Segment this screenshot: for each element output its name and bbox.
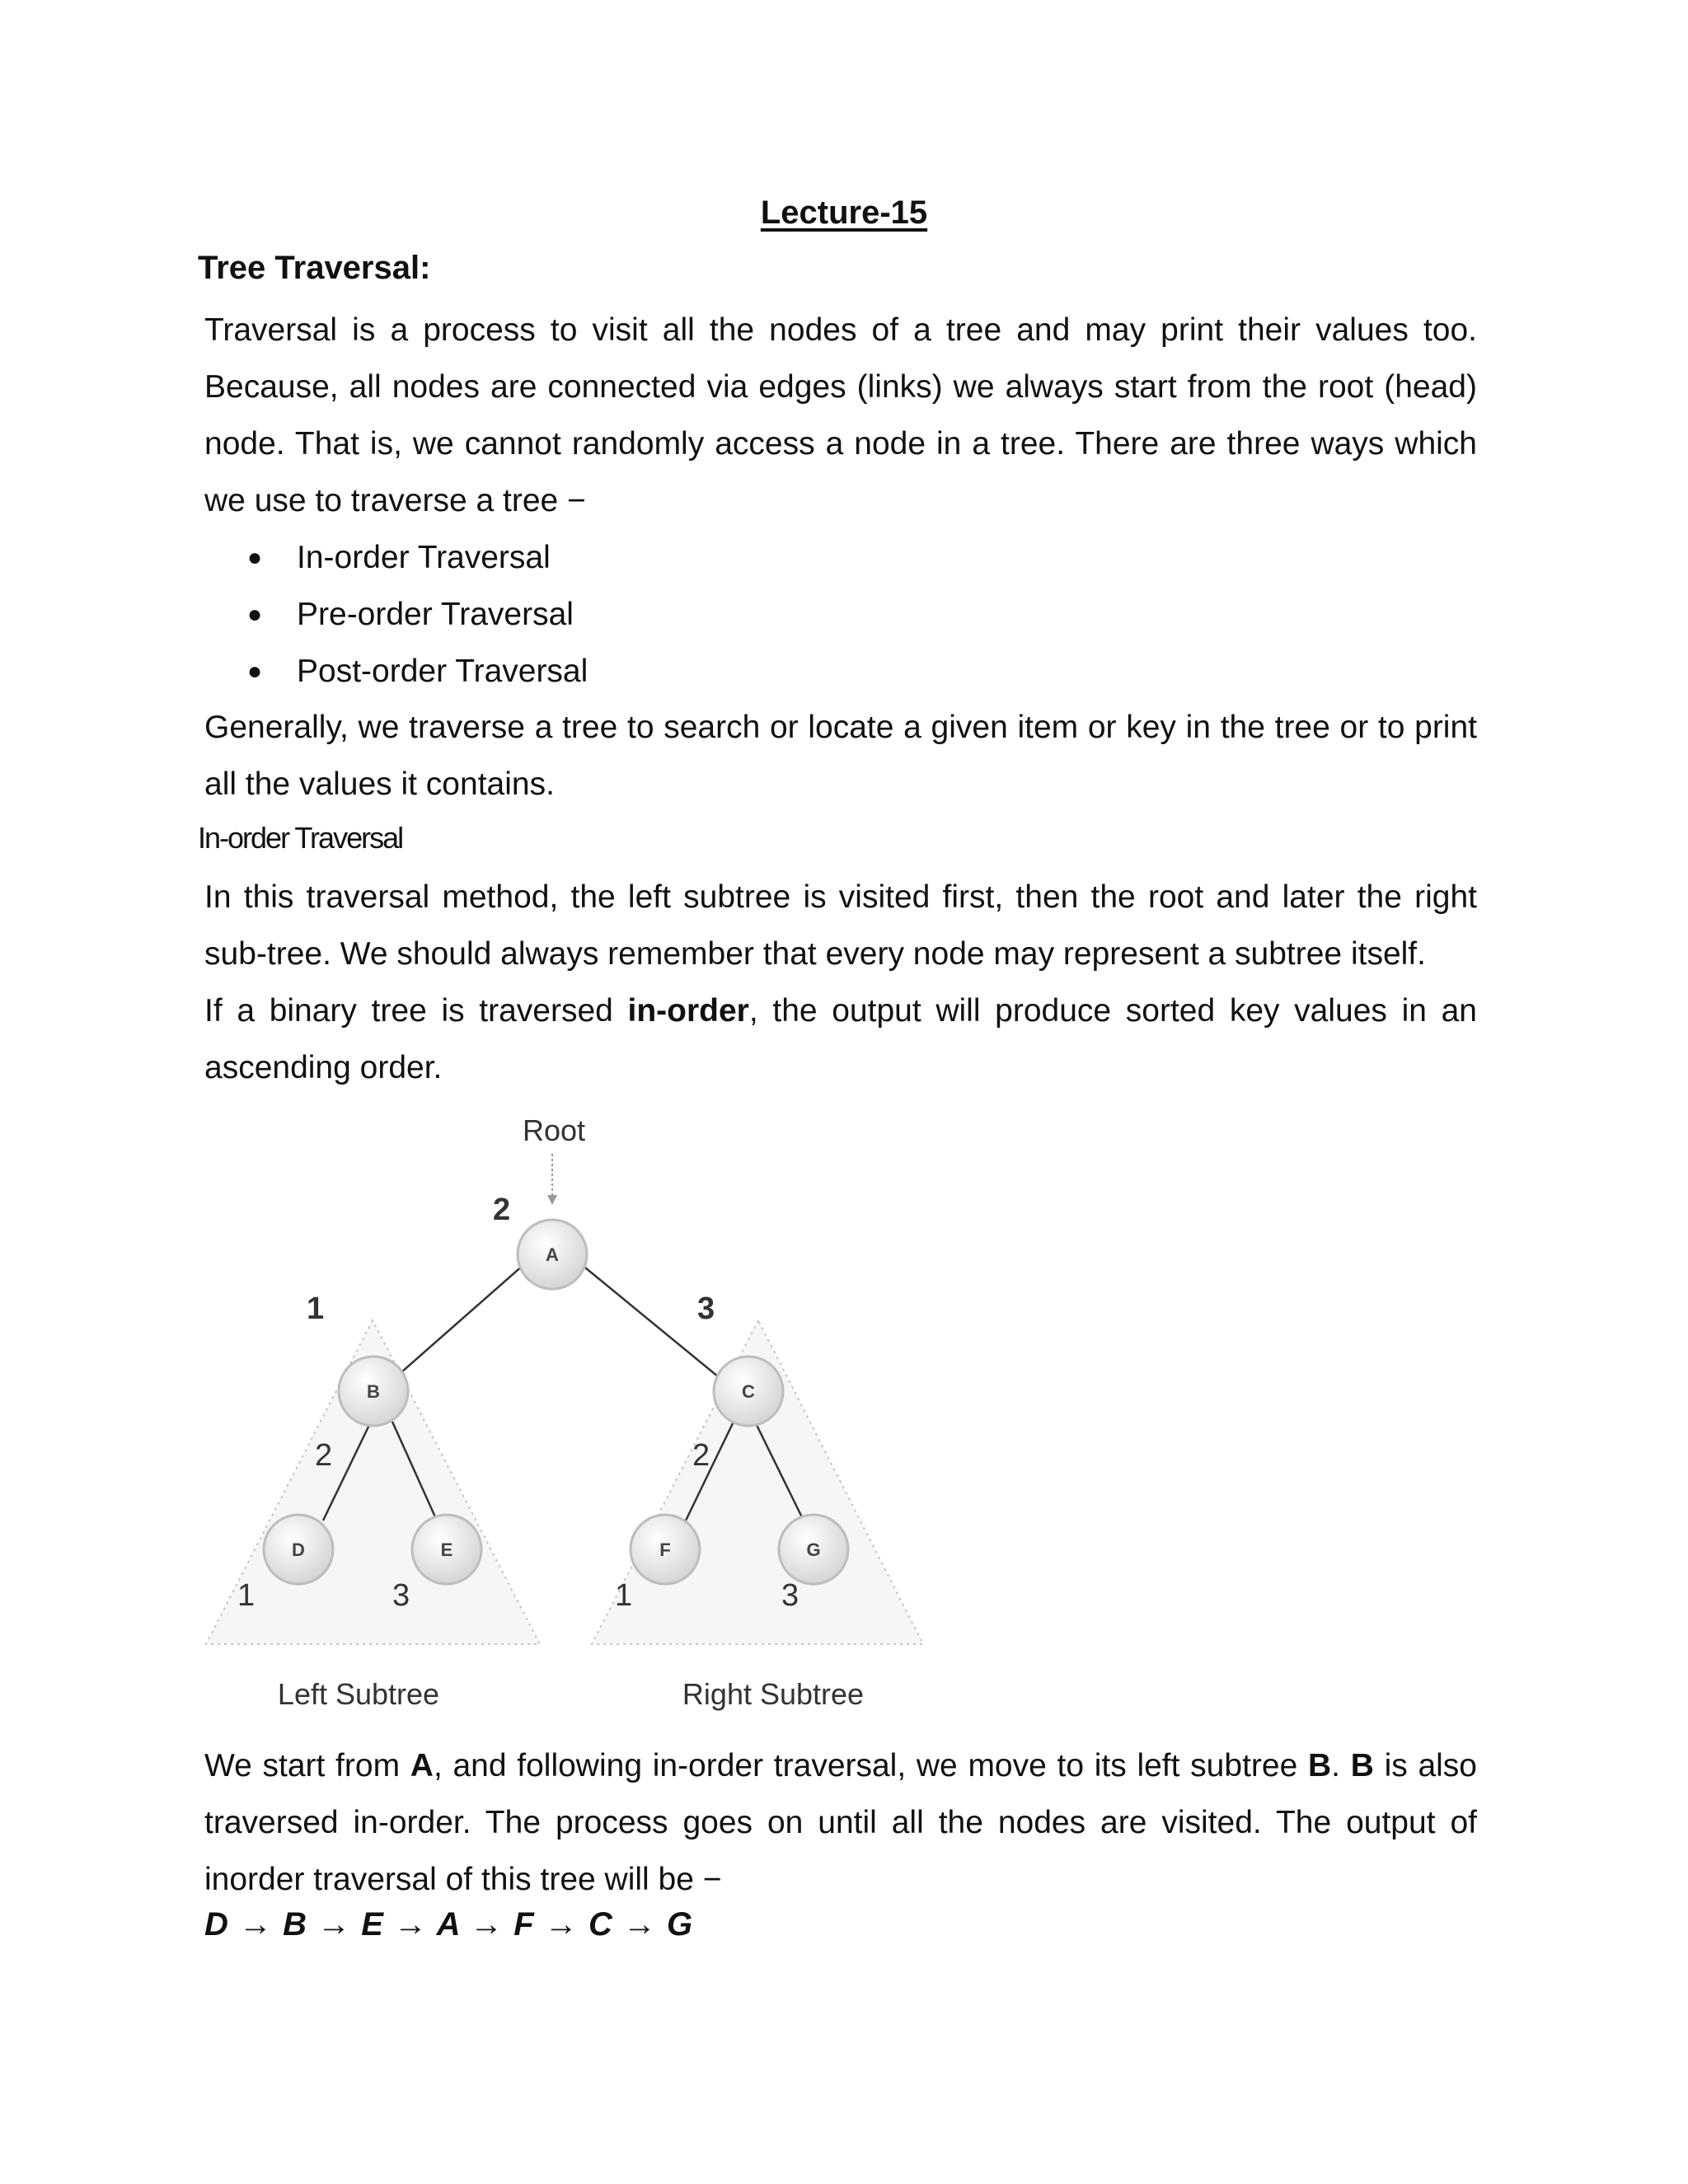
order-number-left-subtree: 1 <box>307 1291 325 1326</box>
bullet-icon: ● <box>247 601 263 628</box>
list-item-label: In-order Traversal <box>297 540 551 575</box>
left-subtree-caption: Left Subtree <box>277 1677 440 1711</box>
svg-text:A: A <box>546 1244 559 1265</box>
list-item-label: Pre-order Traversal <box>297 597 574 632</box>
order-number-d: 1 <box>237 1578 256 1613</box>
order-number-e: 3 <box>392 1578 410 1613</box>
inorder-description <box>204 869 1477 1096</box>
svg-text:F: F <box>659 1540 671 1560</box>
svg-text:C: C <box>742 1381 755 1402</box>
list-item <box>204 643 588 700</box>
inorder-output-sequence: D → B → E → A → F → C → G <box>204 1906 693 1943</box>
svg-text:B: B <box>367 1381 380 1402</box>
inorder-heading: In-order Traversal <box>198 821 403 855</box>
svg-text:E: E <box>440 1540 453 1560</box>
general-paragraph: Generally, we traverse a tree to search or locate a given item or key in the tree or to print all the values it contains. <box>204 710 1477 802</box>
arrow-head-icon <box>547 1195 557 1205</box>
order-number-c: 2 <box>692 1438 710 1473</box>
explanation-node-b: B <box>1307 1748 1332 1783</box>
order-number-b: 2 <box>315 1438 333 1473</box>
node-f <box>631 1515 700 1584</box>
node-g <box>779 1515 848 1584</box>
intro-paragraph: Traversal is a process to visit all the nodes of a tree and may print their values too. Because, all nodes are connected via edges (links) we always start from the root (head) node. That is, we cannot randomly access a node in a tree. There are three ways which we use to traverse a tree − <box>204 312 1477 518</box>
explanation-text-2: , and following in-order traversal, we move to its left subtree <box>433 1748 1308 1783</box>
bullet-icon: ● <box>247 658 263 685</box>
list-item <box>204 529 588 586</box>
node-b <box>339 1357 408 1426</box>
node-d <box>264 1515 333 1584</box>
explanation-text-1: We start from <box>204 1748 410 1783</box>
edge-a-b <box>387 1253 537 1385</box>
explanation-node-b-repeat: B <box>1350 1748 1374 1783</box>
inorder-paragraph-2-start: If a binary tree is traversed <box>204 993 628 1029</box>
order-number-f: 1 <box>615 1578 633 1613</box>
node-e <box>412 1515 481 1584</box>
order-number-right-subtree: 3 <box>697 1291 715 1326</box>
inorder-emphasis: in-order <box>627 993 749 1029</box>
order-number-root: 2 <box>493 1193 511 1227</box>
explanation-text-3: . <box>1331 1748 1351 1783</box>
lecture-title: Lecture-15 <box>760 194 928 231</box>
list-item <box>204 586 588 643</box>
bullet-icon: ● <box>247 544 263 571</box>
list-item-label: Post-order Traversal <box>297 654 588 689</box>
traversal-list <box>204 529 588 700</box>
tree-diagram <box>198 1104 940 1731</box>
node-c <box>714 1357 783 1426</box>
svg-text:G: G <box>806 1540 821 1560</box>
root-label: Root <box>522 1113 586 1147</box>
order-number-g: 3 <box>781 1578 799 1613</box>
inorder-paragraph-1: In this traversal method, the left subtree is visited first, then the root and later the right sub-tree. We should always remember that every node may represent a subtree itself. <box>204 879 1477 972</box>
right-subtree-caption: Right Subtree <box>682 1677 865 1711</box>
inorder-paragraph-2-end: , the output will produce sorted key values in an ascending order. <box>204 993 1477 1085</box>
explanation-node-a: A <box>410 1748 434 1783</box>
svg-text:D: D <box>292 1540 305 1560</box>
explanation-text-4: is also traversed in-order. The process goes on until all the nodes are visited. The output of inorder traversal of this tree will be − <box>204 1748 1477 1897</box>
explanation-paragraph <box>204 1737 1477 1908</box>
section-heading: Tree Traversal: <box>198 250 431 286</box>
node-a <box>518 1220 587 1289</box>
